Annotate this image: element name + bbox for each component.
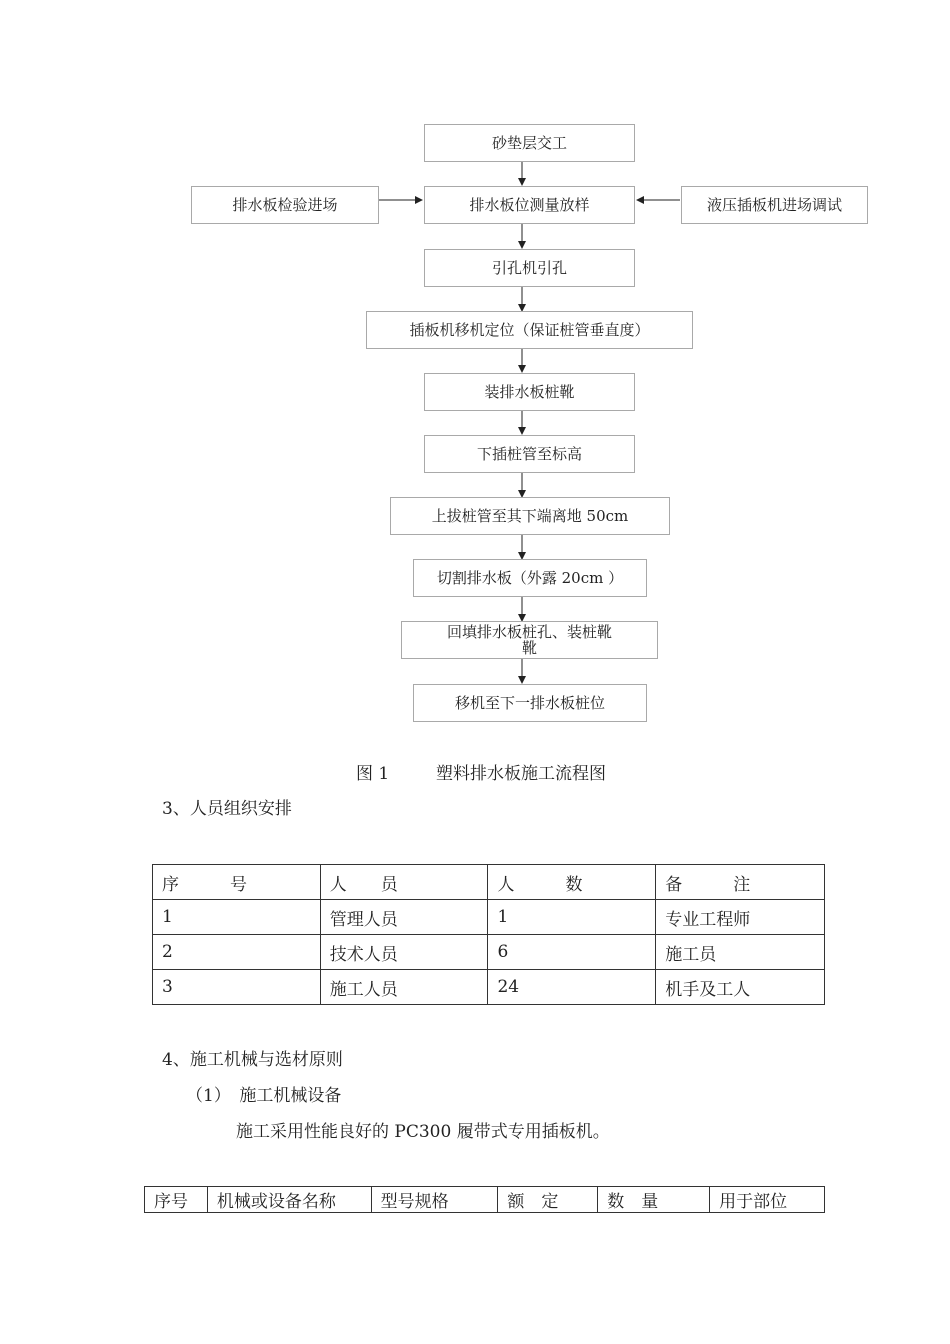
flow-box-cut — [413, 559, 647, 597]
flow-box-label: 回填排水板桩孔、装桩靴 — [446, 623, 612, 641]
table-cell: 3 — [153, 970, 321, 1005]
table-cell: 施工员 — [656, 935, 825, 970]
table-cell: 技术人员 — [320, 935, 488, 970]
flow-box-inspect — [191, 186, 379, 224]
flow-box-move — [413, 684, 647, 722]
table-cell: 专业工程师 — [656, 900, 825, 935]
table-cell: 管理人员 — [320, 900, 488, 935]
table-header: 额 定 — [498, 1187, 598, 1213]
flow-box-label: 装排水板桩靴 — [484, 383, 575, 401]
figure-title: 塑料排水板施工流程图 — [436, 764, 607, 784]
equipment-table — [144, 1186, 825, 1213]
flow-box-drill — [424, 249, 635, 287]
table-header-row — [153, 865, 825, 900]
flow-box-label: 排水板位测量放样 — [469, 196, 590, 214]
flow-box-label: 移机至下一排水板桩位 — [454, 694, 605, 712]
table-header: 机械或设备名称 — [207, 1187, 371, 1213]
flow-box-label: 引孔机引孔 — [491, 259, 567, 277]
flow-box-label: 上拔桩管至其下端离地 50cm — [431, 507, 629, 525]
subsection-heading: （1） 施工机械设备 — [186, 1086, 342, 1106]
table-header: 用于部位 — [710, 1187, 825, 1213]
flow-box-label: 排水板检验进场 — [232, 196, 338, 214]
flow-box-sand — [424, 124, 635, 162]
table-header-row — [145, 1187, 825, 1213]
table-row — [153, 970, 825, 1005]
flow-box-position — [366, 311, 693, 349]
table-cell: 施工人员 — [320, 970, 488, 1005]
table-header: 序 号 — [153, 865, 321, 900]
table-header: 人 员 — [320, 865, 488, 900]
table-header: 型号规格 — [371, 1187, 498, 1213]
table-cell: 2 — [153, 935, 321, 970]
section-heading: 4、施工机械与选材原则 — [162, 1050, 343, 1070]
staff-table — [152, 864, 825, 1005]
table-header: 人 数 — [488, 865, 656, 900]
figure-caption — [356, 759, 606, 784]
flow-box-label: 切割排水板（外露 20cm ） — [436, 569, 624, 587]
flow-box-label: 砂垫层交工 — [491, 134, 567, 152]
table-row — [153, 935, 825, 970]
flow-box-pull — [390, 497, 670, 535]
flow-box-backfill — [401, 621, 658, 659]
flow-box-survey — [424, 186, 635, 224]
table-header: 数 量 — [598, 1187, 710, 1213]
figure-number: 图 1 — [356, 764, 390, 784]
body-paragraph: 施工采用性能良好的 PC300 履带式专用插板机。 — [236, 1122, 610, 1142]
table-cell: 6 — [488, 935, 656, 970]
flow-box-hydraulic — [681, 186, 868, 224]
table-cell: 1 — [153, 900, 321, 935]
flow-box-label: 下插桩管至标高 — [476, 445, 582, 463]
table-cell: 1 — [488, 900, 656, 935]
table-header: 序号 — [145, 1187, 208, 1213]
flow-box-boot — [424, 373, 635, 411]
table-cell: 24 — [488, 970, 656, 1005]
flow-box-label: 液压插板机进场调试 — [706, 196, 842, 214]
flow-box-label-wrap: 靴 — [521, 639, 537, 657]
flow-box-label: 插板机移机定位（保证桩管垂直度） — [409, 321, 650, 339]
table-row — [153, 900, 825, 935]
table-cell: 机手及工人 — [656, 970, 825, 1005]
section-heading: 3、人员组织安排 — [162, 799, 292, 819]
flow-box-insert — [424, 435, 635, 473]
table-header: 备 注 — [656, 865, 825, 900]
